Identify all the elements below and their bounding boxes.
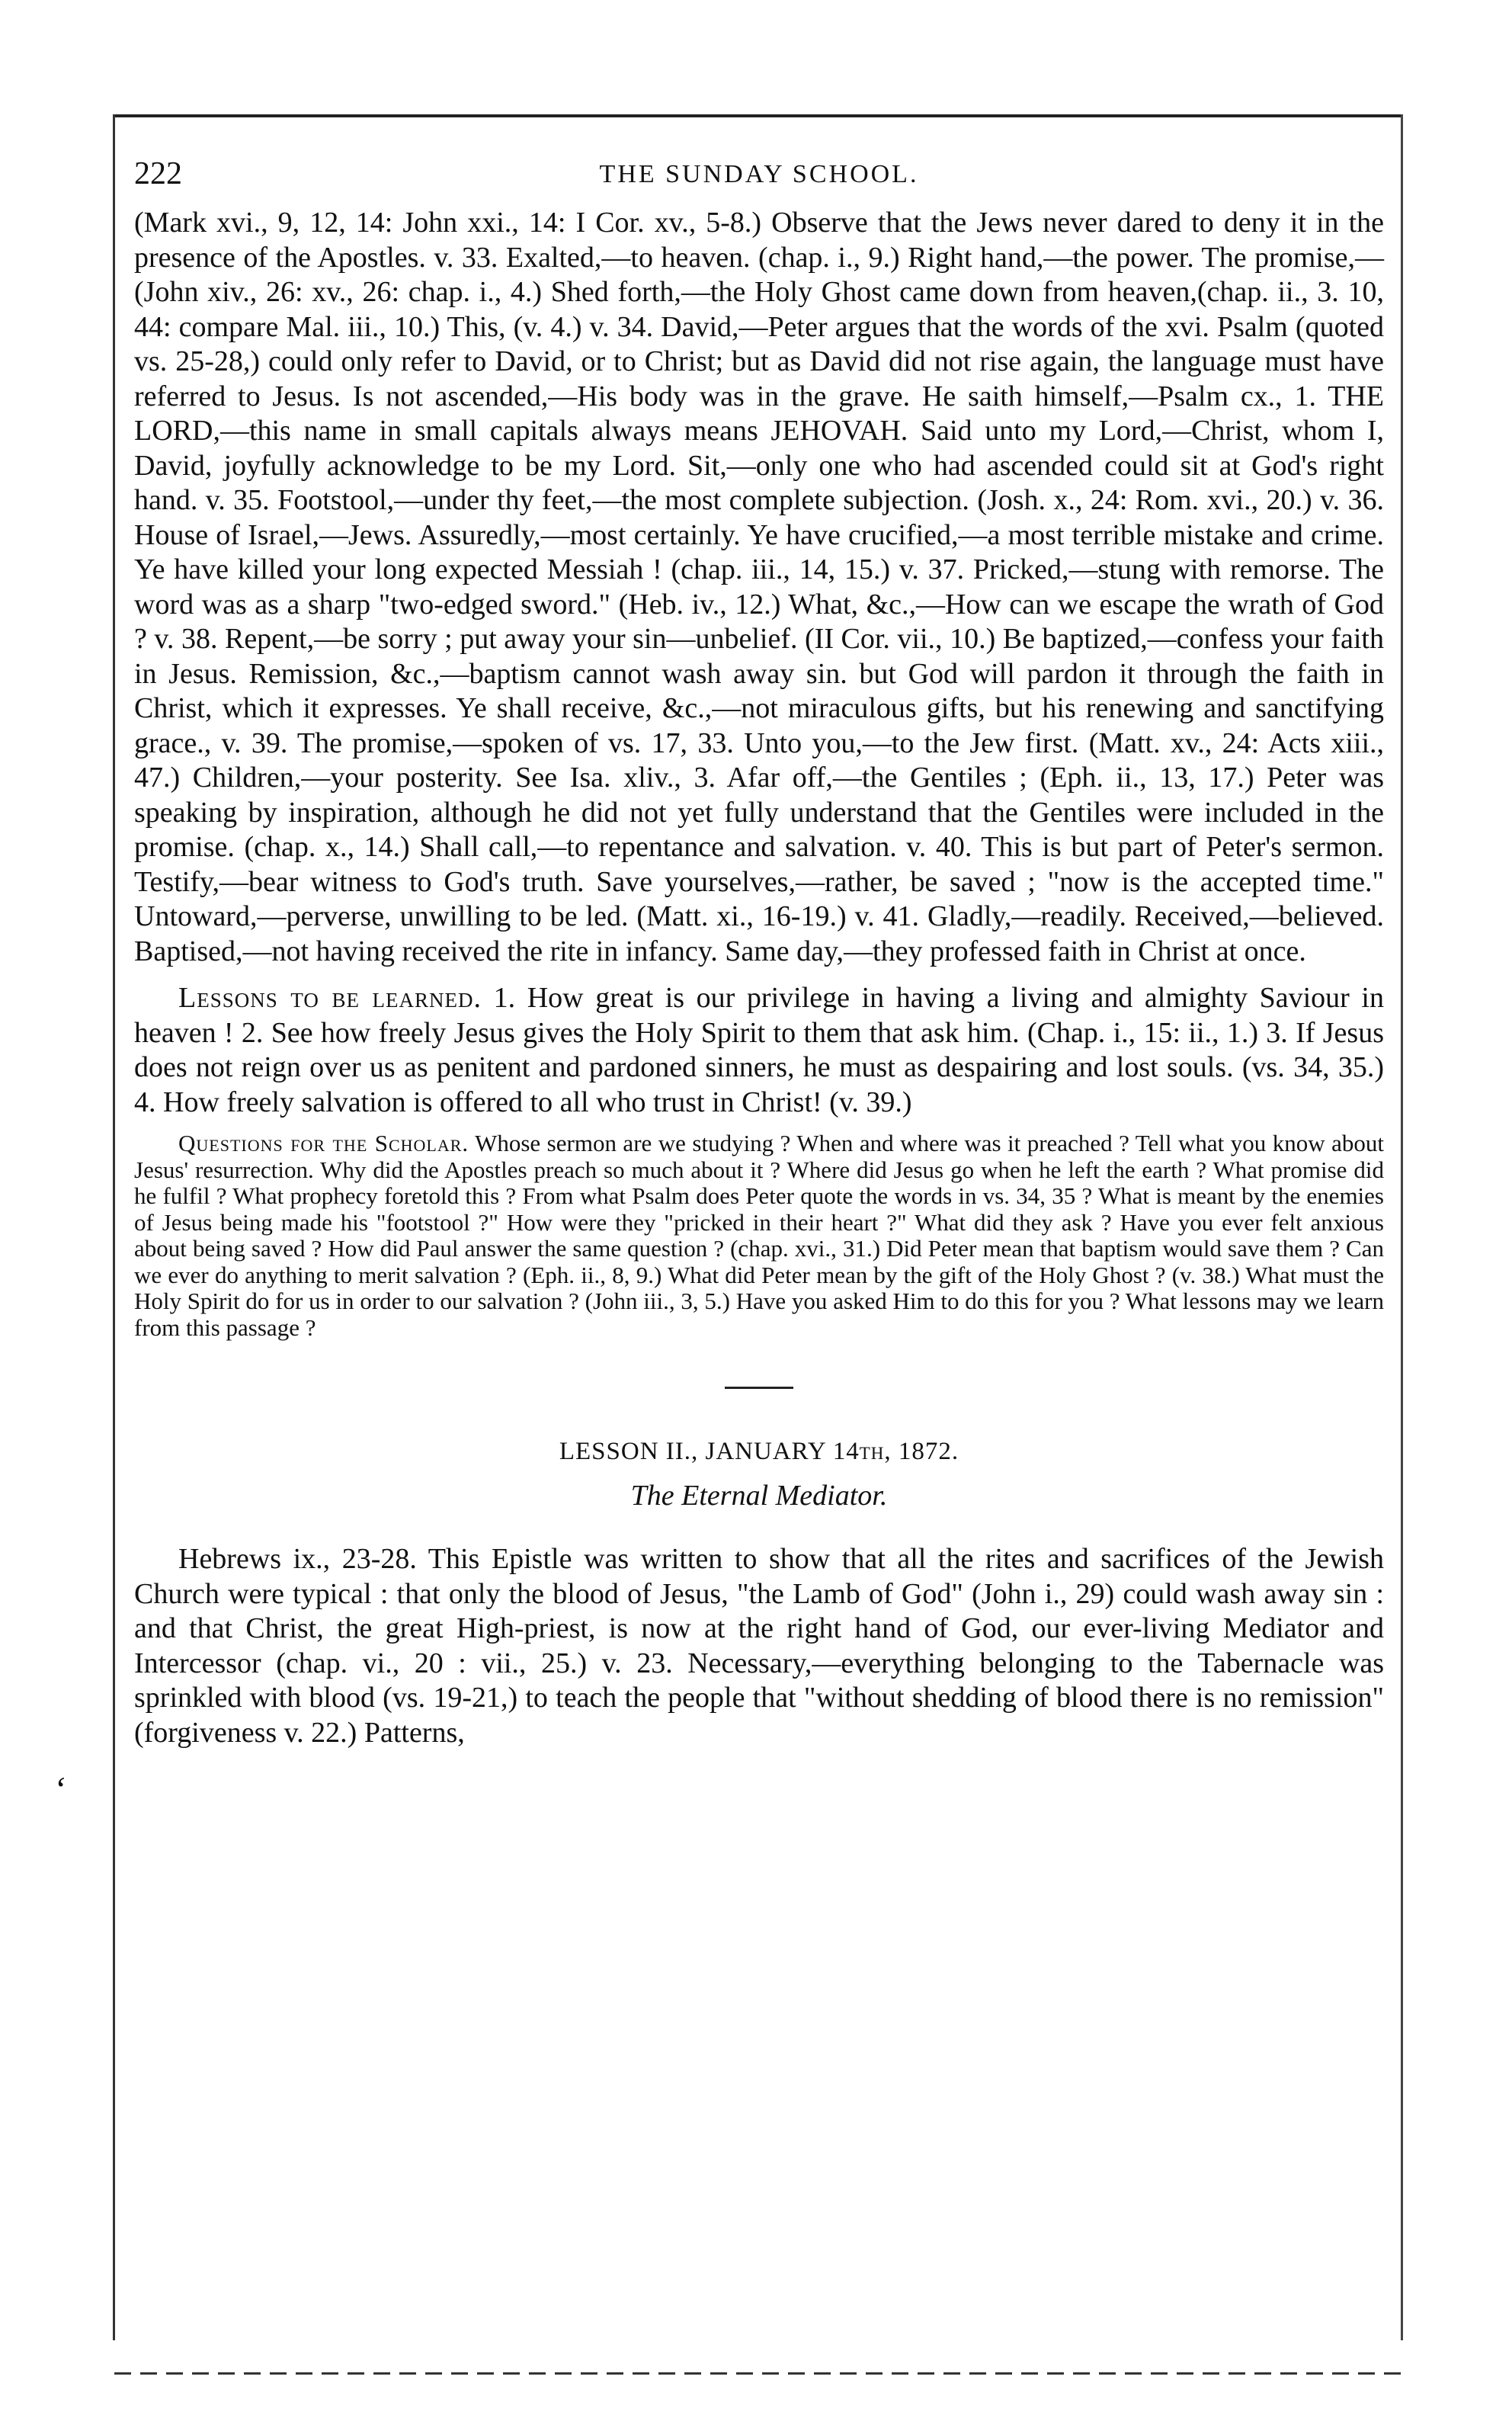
running-title: THE SUNDAY SCHOOL. [599,160,919,188]
page-number: 222 [134,156,182,191]
top-rule [114,114,1402,117]
page-header [134,145,1384,206]
questions-label: Questions for the Scholar. [178,1130,469,1156]
page-body [134,145,1384,1750]
left-border [113,114,115,2340]
lessons-label: Lessons to be learned. [178,982,482,1014]
lesson-heading: LESSON II., JANUARY 14th, 1872. [559,1438,959,1465]
lessons-text: 1. How great is our privilege in having a living and almighty Saviour in heaven ! 2. See how freely Jesus gives the Holy Spirit to them that ask him. (Chap. i., 15: ii., 1.) 3. If Jesus does not reign over us as penitent and pardoned sinners, he must as despairing and lost souls. (vs. 34, 35.) 4. How freely salvation is offered to all who trust in Christ! (v. 39.) [134,982,1384,1118]
questions-text: Whose sermon are we studying ? When and where was it preached ? Tell what you know about Jesus' resurrection. Why did the Apostles preach so much about it ? Where did Jesus go when he left the earth ? What promise did he fulfil ? What prophecy foretold this ? From what Psalm does Peter quote the words in vs. 34, 35 ? What is meant by the enemies of Jesus being made his "footstool ?" How were they "pricked in their heart ?" What did they ask ? Have you ever felt anxious about being saved ? How did Paul answer the same question ? (chap. xvi., 31.) Did Peter mean that baptism would save them ? Can we ever do anything to merit salvation ? (Eph. ii., 8, 9.) What did Peter mean by the gift of the Holy Ghost ? (v. 38.) What must the Holy Spirit do for us in order to our salvation ? (John iii., 3, 5.) Have you asked Him to do this for you ? What lessons may we learn from this passage ? [134,1130,1384,1341]
commentary-paragraph: (Mark xvi., 9, 12, 14: John xxi., 14: I Cor. xv., 5-8.) Observe that the Jews never dared to deny it in the presence of the Apostles. v. 33. Exalted,—to heaven. (chap. i., 9.) Right hand,—the power. The promise,—(John xiv., 26: xv., 26: chap. i., 4.) Shed forth,—the Holy Ghost came down from heaven,(chap. ii., 3. 10, 44: compare Mal. iii., 10.) This, (v. 4.) v. 34. David,—Peter argues that the words of the xvi. Psalm (quoted vs. 25-28,) could only refer to David, or to Christ; but as David did not rise again, the language must have referred to Jesus. Is not ascended,—His body was in the grave. He saith himself,—Psalm cx., 1. THE LORD,—this name in small capitals always means JEHOVAH. Said unto my Lord,—Christ, whom I, David, joyfully acknowledge to be my Lord. Sit,—only one who had ascended could sit at God's right hand. v. 35. Footstool,—under thy feet,—the most complete subjection. (Josh. x., 24: Rom. xvi., 20.) v. 36. House of Israel,—Jews. Assuredly,—most certainly. Ye have crucified,—a most terrible mistake and crime. Ye have killed your long expected Messiah ! (chap. iii., 14, 15.) v. 37. Pricked,—stung with remorse. The word was as a sharp "two-edged sword." (Heb. iv., 12.) What, &c.,—How can we escape the wrath of God ? v. 38. Repent,—be sorry ; put away your sin—unbelief. (II Cor. vii., 10.) Be baptized,—confess your faith in Jesus. Remission, &c.,—baptism cannot wash away sin. but God will pardon it through the faith in Christ, which it expresses. Ye shall receive, &c.,—not miraculous gifts, but his renewing and sanctifying grace., v. 39. The promise,—spoken of vs. 17, 33. Unto you,—to the Jew first. (Matt. xv., 24: Acts xiii., 47.) Children,—your posterity. See Isa. xliv., 3. Afar off,—the Gentiles ; (Eph. ii., 13, 17.) Peter was speaking by inspiration, although he did not yet fully understand that the Gentiles were included in the promise. (chap. x., 14.) Shall call,—to repentance and salvation. v. 40. This is but part of Peter's sermon. Testify,—bear witness to God's truth. Save yourselves,—rather, be saved ; "now is the accepted time." Untoward,—perverse, unwilling to be led. (Matt. xi., 16-19.) v. 41. Gladly,—readily. Received,—believed. Baptised,—not having received the rite in infancy. Same day,—they professed faith in Christ at once. [134,207,1384,967]
bottom-border [114,2372,1402,2375]
right-border [1401,114,1403,2340]
questions-paragraph [134,1131,1384,1341]
lesson-title: The Eternal Mediator. [630,1479,888,1512]
section-divider [725,1387,793,1389]
margin-mark: ʻ [53,1769,66,1808]
lessons-paragraph [134,981,1384,1120]
lesson-text: Hebrews ix., 23-28. This Epistle was written to show that all the rites and sacrifices of the Jewish Church were typical : that only the blood of Jesus, "the Lamb of God" (John i., 29) could wash away sin : and that Christ, the great High-priest, is now at the right hand of God, our ever-living Mediator and Intercessor (chap. vi., 20 : vii., 25.) v. 23. Necessary,—everything belonging to the Tabernacle was sprinkled with blood (vs. 19-21,) to teach the people that "without shedding of blood there is no remission" (forgiveness v. 22.) Patterns, [134,1543,1384,1749]
